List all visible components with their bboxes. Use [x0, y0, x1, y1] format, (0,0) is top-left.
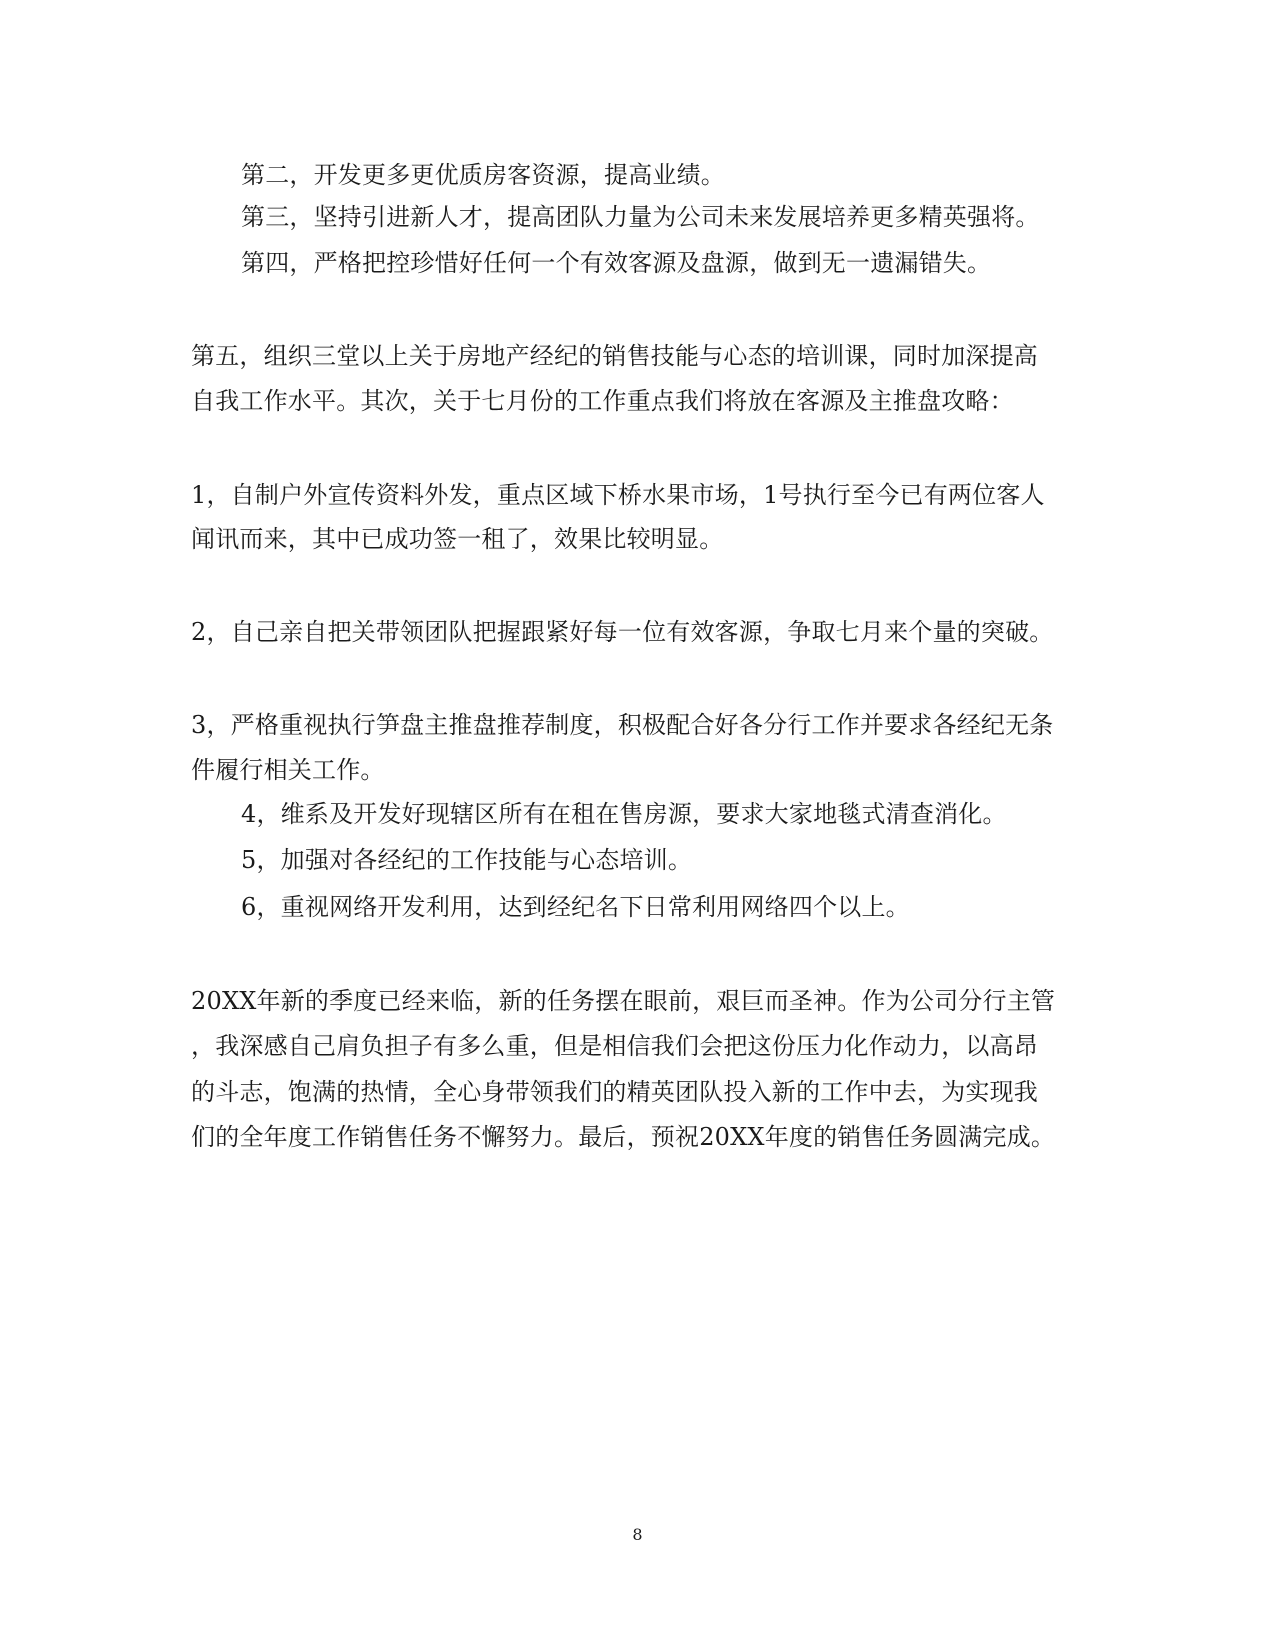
- list-item-2: 2，自己亲自把关带领团队把握跟紧好每一位有效客源，争取七月来个量的突破。: [191, 618, 1054, 646]
- paragraph-line-fifth-2: 自我工作水平。其次，关于七月份的工作重点我们将放在客源及主推盘攻略：: [191, 387, 1014, 415]
- list-item-6: 6，重视网络开发利用，达到经纪名下日常利用网络四个以上。: [241, 893, 910, 921]
- page-number: 8: [632, 1525, 643, 1544]
- paragraph-line-fourth: 第四，严格把控珍惜好任何一个有效客源及盘源，做到无一遗漏错失。: [241, 249, 992, 277]
- closing-paragraph-line-1: 20XX年新的季度已经来临，新的任务摆在眼前，艰巨而圣神。作为公司分行主管: [191, 987, 1056, 1015]
- list-item-3-line-1: 3，严格重视执行笋盘主推盘推荐制度，积极配合好各分行工作并要求各经纪无条: [191, 711, 1054, 739]
- closing-paragraph-line-2: ，我深感自己肩负担子有多么重，但是相信我们会把这份压力化作动力，以高昂: [191, 1032, 1038, 1060]
- list-item-1-line-2: 闻讯而来，其中已成功签一租了，效果比较明显。: [191, 525, 724, 553]
- paragraph-line-third: 第三，坚持引进新人才，提高团队力量为公司未来发展培养更多精英强将。: [241, 203, 1040, 231]
- closing-paragraph-line-4: 们的全年度工作销售任务不懈努力。最后，预祝20XX年度的销售任务圆满完成。: [191, 1123, 1056, 1151]
- list-item-4: 4，维系及开发好现辖区所有在租在售房源，要求大家地毯式清查消化。: [241, 800, 1007, 828]
- paragraph-line-fifth-1: 第五，组织三堂以上关于房地产经纪的销售技能与心态的培训课，同时加深提高: [191, 342, 1038, 370]
- list-item-3-line-2: 件履行相关工作。: [191, 756, 385, 784]
- paragraph-line-second: 第二，开发更多更优质房客资源，提高业绩。: [241, 161, 725, 189]
- list-item-5: 5，加强对各经纪的工作技能与心态培训。: [241, 846, 693, 874]
- list-item-1-line-1: 1，自制户外宣传资料外发，重点区域下桥水果市场，1号执行至今已有两位客人: [191, 481, 1045, 509]
- closing-paragraph-line-3: 的斗志，饱满的热情，全心身带领我们的精英团队投入新的工作中去，为实现我: [191, 1078, 1038, 1106]
